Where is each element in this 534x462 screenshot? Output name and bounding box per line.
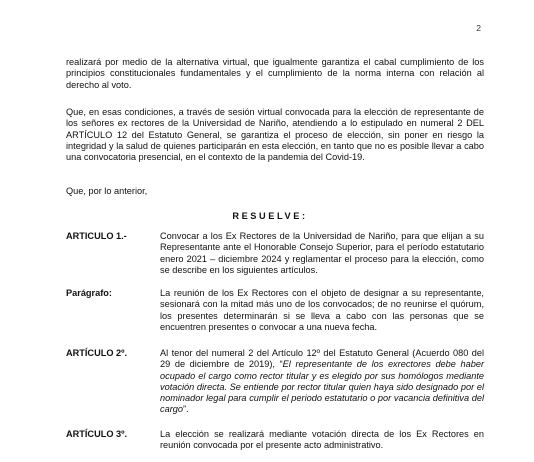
article-1-label: ARTICULO 1.-: [66, 231, 127, 241]
page-number: 2: [476, 23, 481, 33]
article-3-label: ARTÍCULO 3º.: [66, 429, 128, 439]
article-3-text: La elección se realizará mediante votación directa de los Ex Rectores en reunión convocada por el presente acto administrativo.: [160, 429, 484, 451]
article-2-text: [160, 348, 484, 416]
paragraph-clause-label: Parágrafo:: [66, 288, 112, 298]
article-1-text: Convocar a los Ex Rectores de la Universidad de Nariño, para que elijan a su Representante ante el Honorable Consejo Superior, para el período estatutario enero 2021 – diciembre 2024 y reglamentar el proceso para la elección, como se describe en los siguientes artículos.: [160, 231, 484, 275]
paragraph-clause-text: La reunión de los Ex Rectores con el objeto de designar a su representante, sesionará con la mitad más uno de los convocados; de no reunirse el quórum, los presentes determinarán si se lleva a cabo con las personas que se encuentren presentes o convocar a una nueva fecha.: [160, 288, 484, 332]
paragraph-intro-continuation: realizará por medio de la alternativa virtual, que igualmente garantiza el cabal cumplimiento de los principios constitucionales fundamentales y el cumplimiento de la norma interna con relación al derecho al voto.: [66, 57, 484, 90]
paragraph-therefore: Que, por lo anterior,: [66, 186, 148, 196]
resolves-heading: RESUELVE:: [232, 211, 308, 221]
article-2-label: ARTÍCULO 2º.: [66, 348, 128, 358]
paragraph-considering: Que, en esas condiciones, a través de sesión virtual convocada para la elección de representante de los señores ex rectores de la Universidad de Nariño, atendiendo a lo estipulado en numeral 2 DEL ARTÍCULO 12 del Estatuto General, se garantiza el proceso de elección, sin poner en riesgo la integridad y la salud de quienes participarán en esta elección, en tanto que no es posible llevar a cabo una convocatoria presencial, en el contexto de la pandemia del Covid-19.: [66, 107, 484, 163]
article-2-quote: El representante de los exrectores debe haber ocupado el cargo como rector titular y es elegido por sus homólogos mediante votación directa. Se entiende por rector titular quien haya sido designado por el nominador legal para cumplir el periodo estatutario o por vacancia definitiva del cargo: [160, 359, 485, 415]
article-2-text-end: ”.: [182, 404, 189, 415]
article-2-text-plain: Al tenor del numeral 2 del Artículo 12º del Estatuto General (Acuerdo 080 del 29 de diciembre de 2019), “: [160, 348, 484, 370]
